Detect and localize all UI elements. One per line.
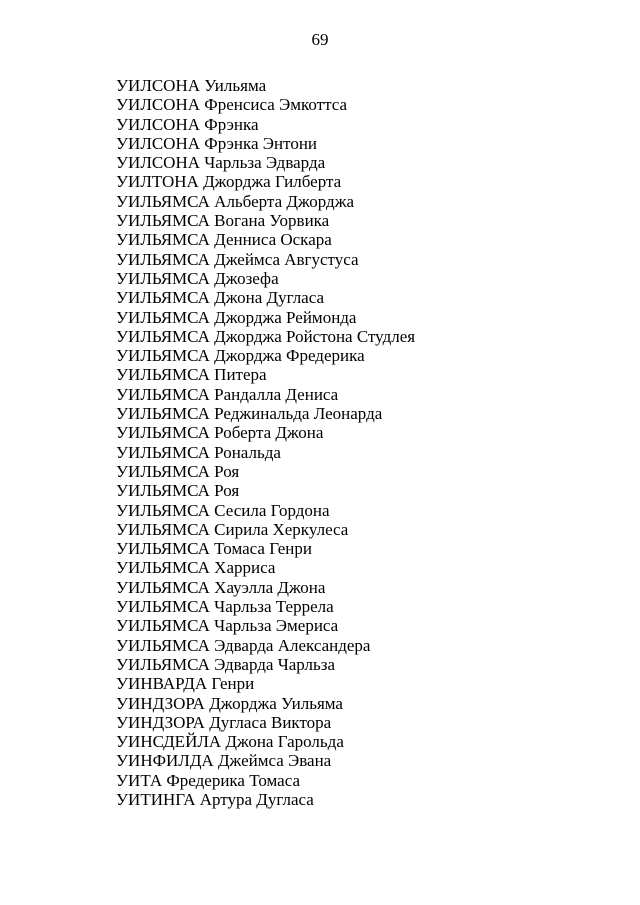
list-item: УИЛЬЯМСА Джозефа <box>116 268 279 288</box>
list-item: УИТА Фредерика Томаса <box>116 770 300 790</box>
list-item: УИЛЬЯМСА Чарльза Эмериса <box>116 616 339 636</box>
list-item: УИЛЬЯМСА Роя <box>116 461 240 481</box>
list-item: УИЛСОНА Фрэнка Энтони <box>116 133 318 153</box>
list-item: УИНДЗОРА Джорджа Уильяма <box>116 693 343 713</box>
list-item: УИЛЬЯМСА Сирила Херкулеса <box>116 519 349 539</box>
list-item: УИЛЬЯМСА Хауэлла Джона <box>116 577 326 597</box>
list-item: УИЛЬЯМСА Денниса Оскара <box>116 230 332 250</box>
list-item: УИЛЬЯМСА Джорджа Реймонда <box>116 307 357 327</box>
list-item: УИЛЬЯМСА Вогана Уорвика <box>116 211 330 231</box>
list-item: УИЛЬЯМСА Питера <box>116 365 267 385</box>
list-item: УИНФИЛДА Джеймса Эвана <box>116 751 332 771</box>
list-item: УИЛЬЯМСА Эдварда Чарльза <box>116 654 336 674</box>
list-item: УИНДЗОРА Дугласа Виктора <box>116 712 332 732</box>
list-item: УИЛЬЯМСА Джорджа Фредерика <box>116 346 365 366</box>
list-item: УИЛЬЯМСА Джона Дугласа <box>116 288 325 308</box>
list-item: УИЛЬЯМСА Роберта Джона <box>116 423 324 443</box>
list-item: УИЛСОНА Уильяма <box>116 76 267 95</box>
list-item: УИЛЬЯМСА Джорджа Ройстона Студлея <box>116 326 416 346</box>
list-item: УИЛЬЯМСА Харриса <box>116 558 276 578</box>
list-item: УИЛЬЯМСА Эдварда Александера <box>116 635 371 655</box>
list-item: УИЛЬЯМСА Джеймса Августуса <box>116 249 359 269</box>
name-list <box>116 76 415 809</box>
list-item: УИЛТОНА Джорджа Гилберта <box>116 172 342 192</box>
list-item: УИТИНГА Артура Дугласа <box>116 789 314 809</box>
list-item: УИЛЬЯМСА Томаса Генри <box>116 539 312 559</box>
list-item: УИЛСОНА Френсиса Эмкоттса <box>116 95 348 115</box>
list-item: УИНВАРДА Генри <box>116 674 255 694</box>
page-number: 69 <box>311 30 329 49</box>
list-item: УИЛЬЯМСА Роя <box>116 481 240 501</box>
list-item: УИЛЬЯМСА Рональда <box>116 442 281 462</box>
list-item: УИЛСОНА Чарльза Эдварда <box>116 153 326 173</box>
list-item: УИЛЬЯМСА Реджинальда Леонарда <box>116 404 383 424</box>
list-item: УИЛЬЯМСА Чарльза Террела <box>116 597 334 617</box>
list-item: УИЛЬЯМСА Рандалла Дениса <box>116 384 339 404</box>
list-item: УИНСДЕЙЛА Джона Гарольда <box>116 732 344 752</box>
list-item: УИЛЬЯМСА Альберта Джорджа <box>116 191 354 211</box>
list-item: УИЛСОНА Фрэнка <box>116 114 259 134</box>
list-item: УИЛЬЯМСА Сесила Гордона <box>116 500 330 520</box>
